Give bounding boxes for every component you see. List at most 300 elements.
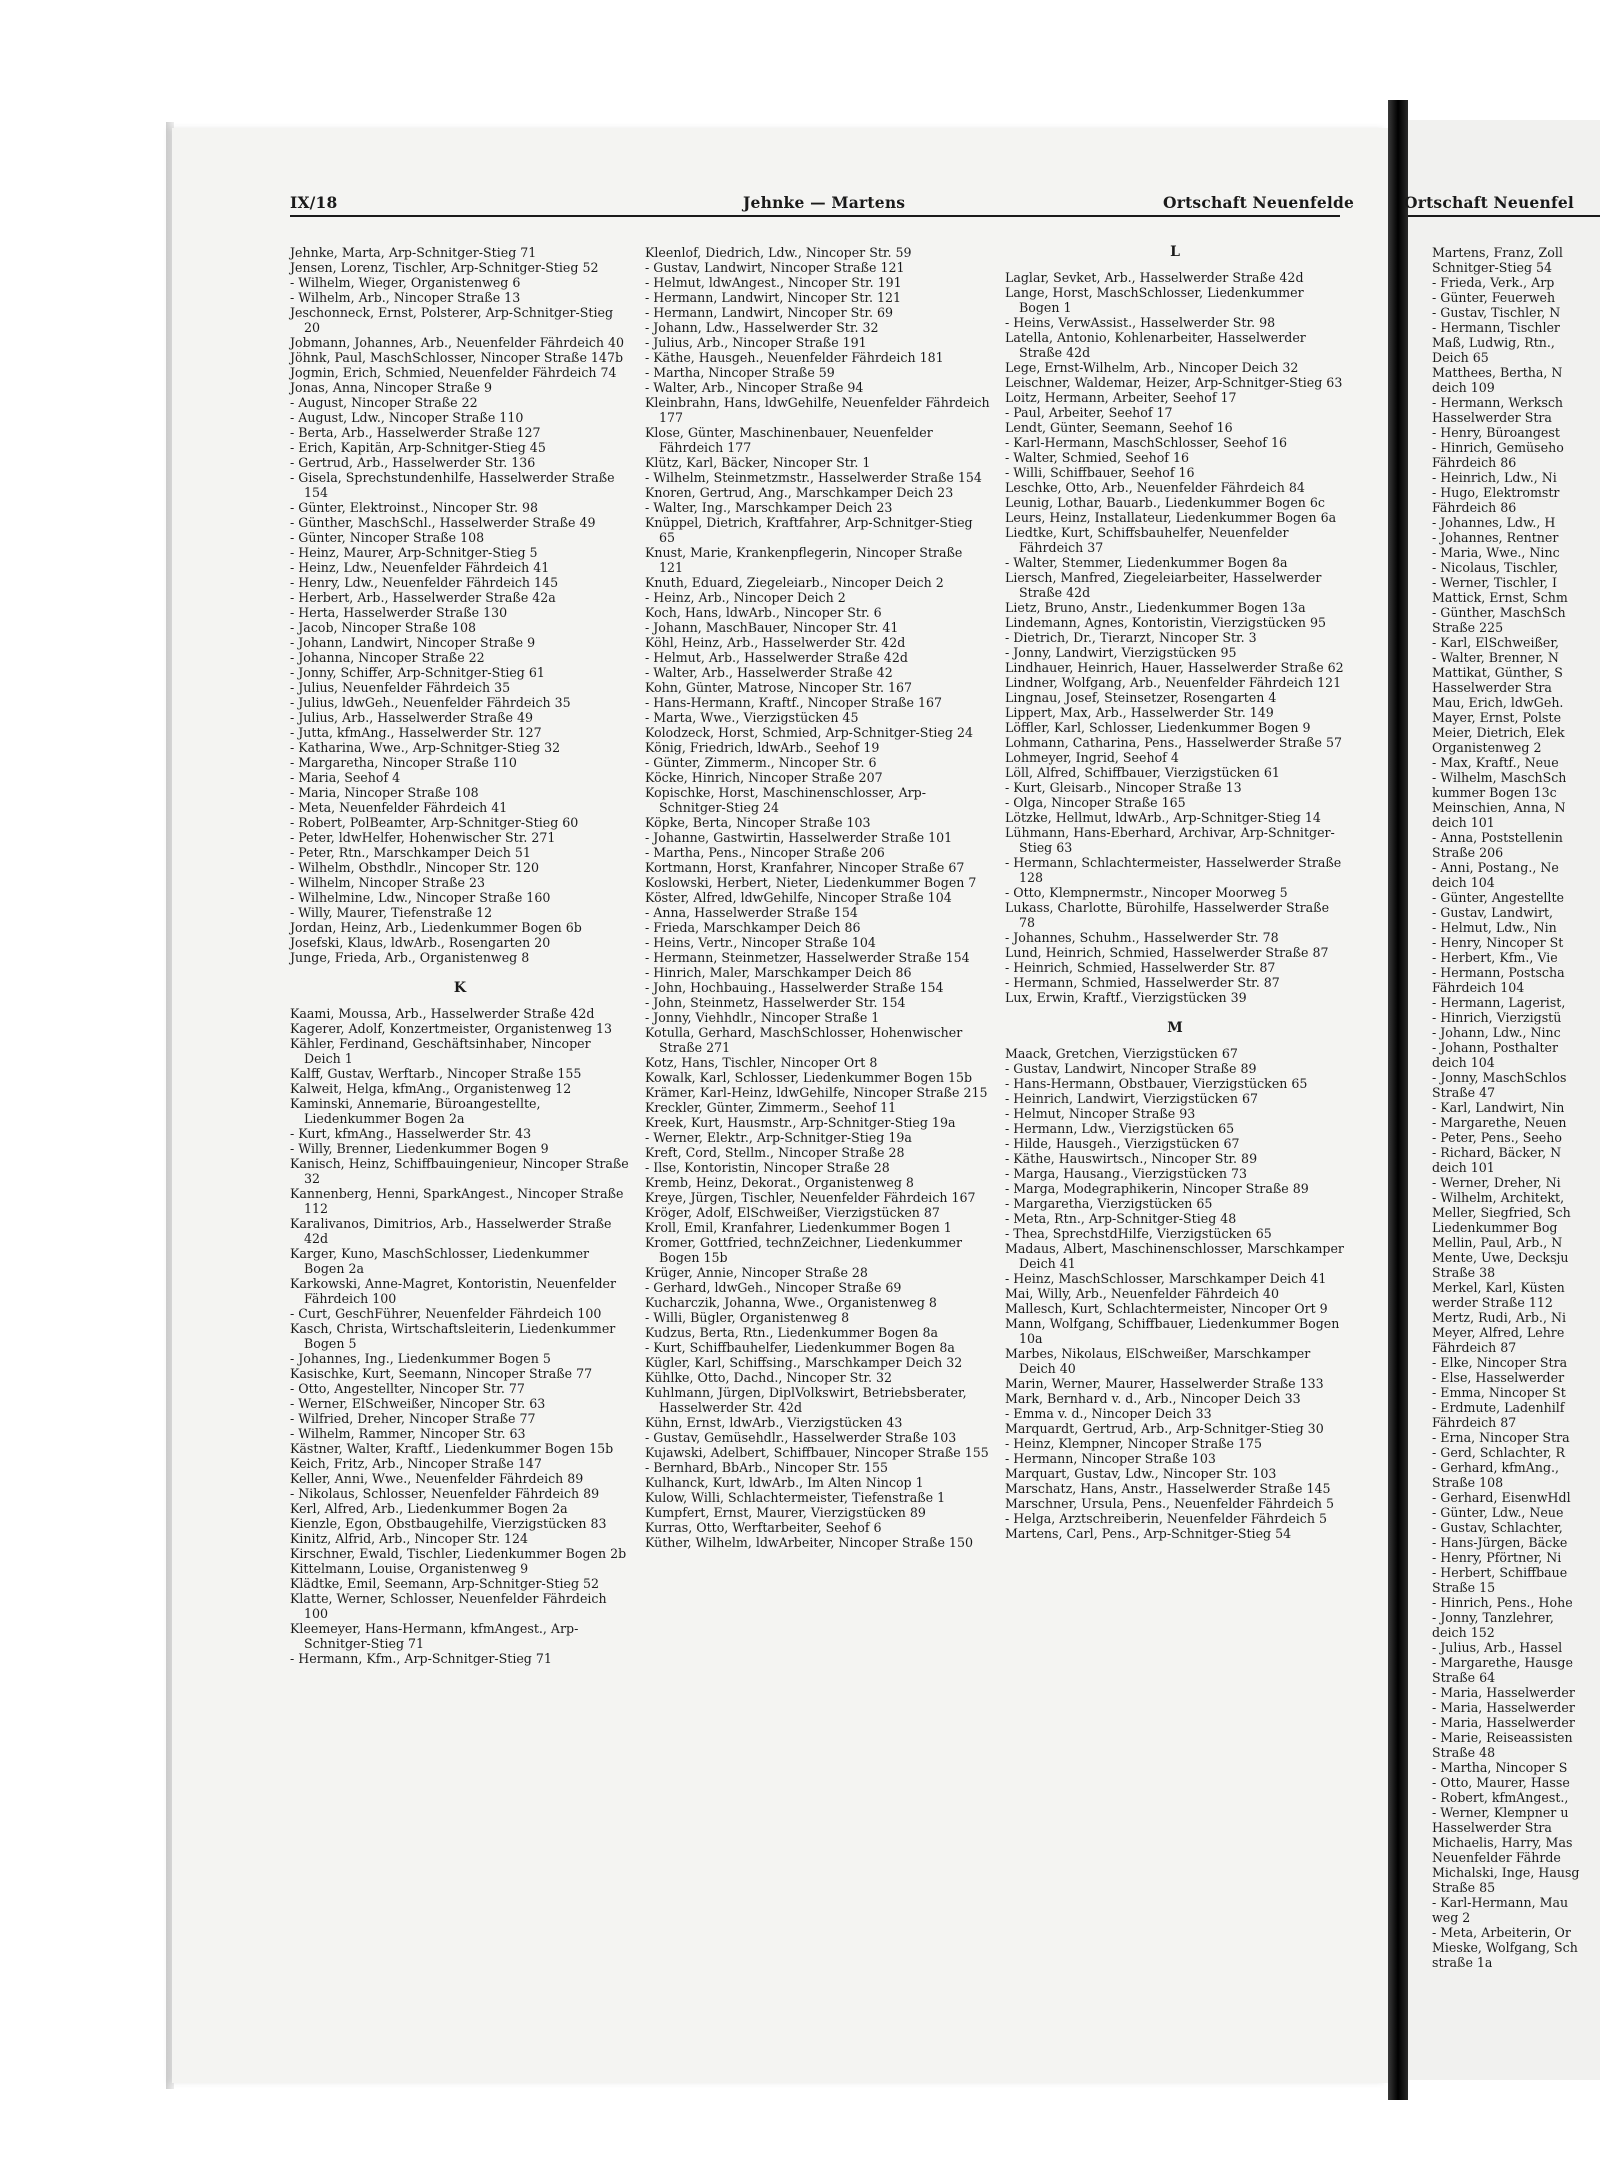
directory-entry: Marschner, Ursula, Pens., Neuenfelder Fährdeich 5 <box>1005 1496 1335 1511</box>
directory-entry: - Johann, Ldw., Ninc <box>1432 1025 1561 1040</box>
directory-entry: - Walter, Arb., Nincoper Straße 94 <box>645 380 864 395</box>
directory-entry: Kreye, Jürgen, Tischler, Neuenfelder Fährdeich 167 <box>645 1190 976 1205</box>
directory-entry: Lingnau, Josef, Steinsetzer, Rosengarten 4 <box>1005 690 1277 705</box>
directory-entry: - Wilhelm, Steinmetzmstr., Hasselwerder Straße 154 <box>645 470 982 485</box>
directory-entry: Laglar, Sevket, Arb., Hasselwerder Straße 42d <box>1005 270 1304 285</box>
directory-entry: - Peter, Rtn., Marschkamper Deich 51 <box>290 845 531 860</box>
directory-entry: - Herbert, Schiffbaue <box>1432 1565 1568 1580</box>
directory-entry: Lange, Horst, MaschSchlosser, Liedenkummer Bogen 1 <box>1005 285 1304 315</box>
directory-entry: Kagerer, Adolf, Konzertmeister, Organistenweg 13 <box>290 1021 612 1036</box>
directory-entry: Kortmann, Horst, Kranfahrer, Nincoper Straße 67 <box>645 860 965 875</box>
directory-entry: - Heinrich, Landwirt, Vierzigstücken 67 <box>1005 1091 1259 1106</box>
directory-entry: Kirschner, Ewald, Tischler, Liedenkummer Bogen 2b <box>290 1546 627 1561</box>
directory-entry: Straße 15 <box>1432 1580 1496 1595</box>
directory-entry: - Bernhard, BbArb., Nincoper Str. 155 <box>645 1460 889 1475</box>
directory-entry: Lietz, Bruno, Anstr., Liedenkummer Bogen 13a <box>1005 600 1306 615</box>
directory-entry: - Margaretha, Vierzigstücken 65 <box>1005 1196 1213 1211</box>
directory-entry: - Anna, Poststellenin <box>1432 830 1563 845</box>
directory-entry: Straße 225 <box>1432 620 1504 635</box>
directory-entry: - Nicolaus, Tischler, <box>1432 560 1559 575</box>
directory-entry: Kästner, Walter, Kraftf., Liedenkummer Bogen 15b <box>290 1441 614 1456</box>
directory-entry: - Hans-Hermann, Obstbauer, Vierzigstücken 65 <box>1005 1076 1308 1091</box>
directory-entry: - Gustav, Landwirt, Nincoper Straße 89 <box>1005 1061 1257 1076</box>
directory-entry: - Helga, Arztschreiberin, Neuenfelder Fährdeich 5 <box>1005 1511 1327 1526</box>
directory-entry: - Thea, SprechstdHilfe, Vierzigstücken 65 <box>1005 1226 1272 1241</box>
directory-entry: - Martha, Nincoper S <box>1432 1760 1568 1775</box>
directory-entry: - Johann, Landwirt, Nincoper Straße 9 <box>290 635 536 650</box>
directory-entry: - Günter, Nincoper Straße 108 <box>290 530 485 545</box>
directory-entry: - Meta, Arbeiterin, Or <box>1432 1925 1571 1940</box>
book-gutter <box>1388 100 1408 2100</box>
directory-entry: - Wilhelm, Obsthdlr., Nincoper Str. 120 <box>290 860 540 875</box>
directory-entry: Kühn, Ernst, ldwArb., Vierzigstücken 43 <box>645 1415 903 1430</box>
directory-entry: Keller, Anni, Wwe., Neuenfelder Fährdeich 89 <box>290 1471 584 1486</box>
directory-entry: Kinitz, Alfrid, Arb., Nincoper Str. 124 <box>290 1531 529 1546</box>
directory-entry: - Erna, Nincoper Stra <box>1432 1430 1570 1445</box>
directory-entry: Marbes, Nikolaus, ElSchweißer, Marschkamper Deich 40 <box>1005 1346 1311 1376</box>
directory-entry: - Julius, Arb., Nincoper Straße 191 <box>645 335 867 350</box>
directory-entry: straße 1a <box>1432 1955 1493 1970</box>
directory-entry: - Heinrich, Ldw., Ni <box>1432 470 1557 485</box>
directory-entry: - Jacob, Nincoper Straße 108 <box>290 620 476 635</box>
directory-entry: - Otto, Angestellter, Nincoper Str. 77 <box>290 1381 525 1396</box>
directory-entry: Loitz, Hermann, Arbeiter, Seehof 17 <box>1005 390 1237 405</box>
directory-entry: Jordan, Heinz, Arb., Liedenkummer Bogen 6b <box>290 920 582 935</box>
directory-entry: - Günter, Elektroinst., Nincoper Str. 98 <box>290 500 539 515</box>
directory-entry: - Heinrich, Schmied, Hasselwerder Str. 87 <box>1005 960 1276 975</box>
directory-entry: - Johannes, Ldw., H <box>1432 515 1556 530</box>
directory-entry: - Paul, Arbeiter, Seehof 17 <box>1005 405 1173 420</box>
directory-entry: - Wilfried, Dreher, Nincoper Straße 77 <box>290 1411 536 1426</box>
column-4 <box>1432 245 1600 1970</box>
directory-entry: - Johannes, Ing., Liedenkummer Bogen 5 <box>290 1351 551 1366</box>
directory-entry: Kasch, Christa, Wirtschaftsleiterin, Liedenkummer Bogen 5 <box>290 1321 616 1351</box>
directory-entry: Lund, Heinrich, Schmied, Hasselwerder Straße 87 <box>1005 945 1329 960</box>
directory-entry: - Meta, Neuenfelder Fährdeich 41 <box>290 800 508 815</box>
directory-entry: - Heinz, MaschSchlosser, Marschkamper Deich 41 <box>1005 1271 1327 1286</box>
directory-entry: - Maria, Hasselwerder <box>1432 1700 1575 1715</box>
directory-entry: Mattick, Ernst, Schm <box>1432 590 1568 605</box>
directory-entry: Kroll, Emil, Kranfahrer, Liedenkummer Bogen 1 <box>645 1220 952 1235</box>
directory-entry: Mallesch, Kurt, Schlachtermeister, Nincoper Ort 9 <box>1005 1301 1328 1316</box>
directory-entry: Fährdeich 87 <box>1432 1415 1517 1430</box>
directory-entry: Kotulla, Gerhard, MaschSchlosser, Hohenwischer Straße 271 <box>645 1025 963 1055</box>
directory-entry: werder Straße 112 <box>1432 1295 1553 1310</box>
directory-entry: - Jonny, Tanzlehrer, <box>1432 1610 1554 1625</box>
directory-entry: - Hugo, Elektromstr <box>1432 485 1560 500</box>
directory-entry: - John, Hochbauing., Hasselwerder Straße 154 <box>645 980 944 995</box>
directory-entry: Kucharczik, Johanna, Wwe., Organistenweg 8 <box>645 1295 937 1310</box>
directory-entry: - Gisela, Sprechstundenhilfe, Hasselwerder Straße 154 <box>290 470 615 500</box>
directory-entry: Lindhauer, Heinrich, Hauer, Hasselwerder Straße 62 <box>1005 660 1344 675</box>
directory-entry: Mau, Erich, ldwGeh. <box>1432 695 1564 710</box>
directory-entry: Jehnke, Marta, Arp-Schnitger-Stieg 71 <box>290 245 537 260</box>
directory-entry: Maack, Gretchen, Vierzigstücken 67 <box>1005 1046 1238 1061</box>
directory-entry: Köpke, Berta, Nincoper Straße 103 <box>645 815 871 830</box>
directory-entry: - Hinrich, Vierzigstü <box>1432 1010 1562 1025</box>
directory-entry: - Richard, Bäcker, N <box>1432 1145 1562 1160</box>
directory-entry: - Günter, Angestellte <box>1432 890 1564 905</box>
directory-entry: Knuth, Eduard, Ziegeleiarb., Nincoper Deich 2 <box>645 575 944 590</box>
directory-entry: - Maria, Wwe., Ninc <box>1432 545 1560 560</box>
directory-entry: - Nikolaus, Schlosser, Neuenfelder Fährdeich 89 <box>290 1486 600 1501</box>
directory-entry: Leurs, Heinz, Installateur, Liedenkummer Bogen 6a <box>1005 510 1337 525</box>
directory-entry: Jensen, Lorenz, Tischler, Arp-Schnitger-Stieg 52 <box>290 260 599 275</box>
directory-entry: - Henry, Ldw., Neuenfelder Fährdeich 145 <box>290 575 559 590</box>
directory-entry: Matthees, Bertha, N <box>1432 365 1563 380</box>
directory-entry: Lindner, Wolfgang, Arb., Neuenfelder Fährdeich 121 <box>1005 675 1342 690</box>
directory-entry: Marquardt, Gertrud, Arb., Arp-Schnitger-Stieg 30 <box>1005 1421 1324 1436</box>
directory-entry: - Henry, Pförtner, Ni <box>1432 1550 1562 1565</box>
directory-entry: Kerl, Alfred, Arb., Liedenkummer Bogen 2a <box>290 1501 568 1516</box>
directory-entry: Kremb, Heinz, Dekorat., Organistenweg 8 <box>645 1175 914 1190</box>
directory-entry: Madaus, Albert, Maschinenschlosser, Marschkamper Deich 41 <box>1005 1241 1344 1271</box>
column-3 <box>1005 245 1345 1541</box>
directory-entry: Lukass, Charlotte, Bürohilfe, Hasselwerder Straße 78 <box>1005 900 1330 930</box>
directory-entry: - August, Nincoper Straße 22 <box>290 395 478 410</box>
directory-entry: Fährdeich 87 <box>1432 1340 1517 1355</box>
directory-entry: - Anna, Hasselwerder Straße 154 <box>645 905 858 920</box>
directory-entry: - Herbert, Arb., Hasselwerder Straße 42a <box>290 590 556 605</box>
directory-entry: - Wilhelm, Rammer, Nincoper Str. 63 <box>290 1426 526 1441</box>
directory-entry: Kreft, Cord, Stellm., Nincoper Straße 28 <box>645 1145 905 1160</box>
directory-entry: - Kurt, Schiffbauhelfer, Liedenkummer Bogen 8a <box>645 1340 955 1355</box>
directory-entry: - Else, Hasselwerder <box>1432 1370 1565 1385</box>
directory-entry: - Gerhard, EisenwHdl <box>1432 1490 1571 1505</box>
directory-entry: Karkowski, Anne-Magret, Kontoristin, Neuenfelder Fährdeich 100 <box>290 1276 617 1306</box>
directory-entry: - Heins, Vertr., Nincoper Straße 104 <box>645 935 876 950</box>
directory-entry: Lege, Ernst-Wilhelm, Arb., Nincoper Deich 32 <box>1005 360 1299 375</box>
directory-entry: - Hilde, Hausgeh., Vierzigstücken 67 <box>1005 1136 1240 1151</box>
directory-entry: - Wilhelm, Architekt, <box>1432 1190 1565 1205</box>
directory-entry: Liersch, Manfred, Ziegeleiarbeiter, Hasselwerder Straße 42d <box>1005 570 1322 600</box>
directory-entry: Liedtke, Kurt, Schiffsbauhelfer, Neuenfelder Fährdeich 37 <box>1005 525 1289 555</box>
directory-entry: Klose, Günter, Maschinenbauer, Neuenfelder Fährdeich 177 <box>645 425 933 455</box>
directory-entry: - Hinrich, Gemüseho <box>1432 440 1564 455</box>
directory-entry: Kreek, Kurt, Hausmstr., Arp-Schnitger-Stieg 19a <box>645 1115 956 1130</box>
directory-entry: - Johann, Ldw., Hasselwerder Str. 32 <box>645 320 879 335</box>
directory-entry: - Robert, PolBeamter, Arp-Schnitger-Stieg 60 <box>290 815 579 830</box>
directory-entry: Kröger, Adolf, ElSchweißer, Vierzigstücken 87 <box>645 1205 940 1220</box>
directory-entry: deich 101 <box>1432 815 1495 830</box>
directory-entry: Hasselwerder Stra <box>1432 680 1552 695</box>
directory-entry: Lendt, Günter, Seemann, Seehof 16 <box>1005 420 1233 435</box>
directory-entry: deich 152 <box>1432 1625 1495 1640</box>
directory-entry: Koch, Hans, ldwArb., Nincoper Str. 6 <box>645 605 882 620</box>
directory-entry: Organistenweg 2 <box>1432 740 1542 755</box>
directory-entry: Fährdeich 86 <box>1432 500 1517 515</box>
directory-entry: Kienzle, Egon, Obstbaugehilfe, Vierzigstücken 83 <box>290 1516 607 1531</box>
directory-entry: Knoren, Gertrud, Ang., Marschkamper Deich 23 <box>645 485 954 500</box>
directory-entry: - Johanna, Nincoper Straße 22 <box>290 650 485 665</box>
directory-entry: Kumpfert, Ernst, Maurer, Vierzigstücken 89 <box>645 1505 926 1520</box>
directory-entry: Keich, Fritz, Arb., Nincoper Straße 147 <box>290 1456 542 1471</box>
directory-entry: - Wilhelmine, Ldw., Nincoper Straße 160 <box>290 890 551 905</box>
directory-entry: - Hermann, Postscha <box>1432 965 1565 980</box>
section-letter: M <box>1167 1020 1183 1036</box>
directory-entry: Merkel, Karl, Küsten <box>1432 1280 1565 1295</box>
directory-entry: Klütz, Karl, Bäcker, Nincoper Str. 1 <box>645 455 871 470</box>
directory-entry: - Maria, Hasselwerder <box>1432 1685 1575 1700</box>
directory-entry: - Hermann, Ldw., Vierzigstücken 65 <box>1005 1121 1235 1136</box>
directory-entry: - Wilhelm, Wieger, Organistenweg 6 <box>290 275 521 290</box>
directory-entry: Knüppel, Dietrich, Kraftfahrer, Arp-Schnitger-Stieg 65 <box>645 515 973 545</box>
directory-entry: Jöhnk, Paul, MaschSchlosser, Nincoper Straße 147b <box>290 350 624 365</box>
directory-entry: Kühlke, Otto, Dachd., Nincoper Str. 32 <box>645 1370 893 1385</box>
directory-entry: - Gerd, Schlachter, R <box>1432 1445 1565 1460</box>
directory-entry: - Kurt, Gleisarb., Nincoper Straße 13 <box>1005 780 1242 795</box>
directory-entry: Karger, Kuno, MaschSchlosser, Liedenkummer Bogen 2a <box>290 1246 590 1276</box>
directory-entry: - Maria, Seehof 4 <box>290 770 401 785</box>
directory-entry: - Emma v. d., Nincoper Deich 33 <box>1005 1406 1212 1421</box>
directory-entry: - Julius, ldwGeh., Neuenfelder Fährdeich 35 <box>290 695 571 710</box>
directory-entry: Mertz, Rudi, Arb., Ni <box>1432 1310 1566 1325</box>
directory-entry: - Hermann, Schmied, Hasselwerder Str. 87 <box>1005 975 1280 990</box>
directory-entry: - Hans-Hermann, Kraftf., Nincoper Straße 167 <box>645 695 943 710</box>
directory-entry: Straße 206 <box>1432 845 1504 860</box>
directory-entry: Schnitger-Stieg 54 <box>1432 260 1553 275</box>
directory-entry: Latella, Antonio, Kohlenarbeiter, Hasselwerder Straße 42d <box>1005 330 1306 360</box>
directory-entry: - Gustav, Tischler, N <box>1432 305 1561 320</box>
directory-entry: Jonas, Anna, Nincoper Straße 9 <box>290 380 492 395</box>
directory-entry: - Curt, GeschFührer, Neuenfelder Fährdeich 100 <box>290 1306 602 1321</box>
directory-entry: deich 109 <box>1432 380 1495 395</box>
directory-entry: - Julius, Neuenfelder Fährdeich 35 <box>290 680 511 695</box>
directory-entry: Hasselwerder Stra <box>1432 410 1552 425</box>
directory-entry: Maß, Ludwig, Rtn., <box>1432 335 1555 350</box>
directory-entry: Leischner, Waldemar, Heizer, Arp-Schnitger-Stieg 63 <box>1005 375 1343 390</box>
next-page-locality: Ortschaft Neuenfel <box>1404 193 1574 212</box>
directory-entry: - Anni, Postang., Ne <box>1432 860 1559 875</box>
directory-entry: Karalivanos, Dimitrios, Arb., Hasselwerder Straße 42d <box>290 1216 612 1246</box>
directory-entry: - Henry, Büroangest <box>1432 425 1560 440</box>
directory-entry: - Gerhard, kfmAng., <box>1432 1460 1560 1475</box>
directory-entry: Straße 47 <box>1432 1085 1496 1100</box>
directory-entry: - Margaretha, Nincoper Straße 110 <box>290 755 517 770</box>
directory-entry: - Marga, Hausang., Vierzigstücken 73 <box>1005 1166 1248 1181</box>
directory-entry: Kolodzeck, Horst, Schmied, Arp-Schnitger-Stieg 24 <box>645 725 973 740</box>
directory-entry: Kromer, Gottfried, technZeichner, Liedenkummer Bogen 15b <box>645 1235 963 1265</box>
directory-entry: - Herbert, Kfm., Vie <box>1432 950 1558 965</box>
directory-entry: Straße 38 <box>1432 1265 1496 1280</box>
directory-entry: Kannenberg, Henni, SparkAngest., Nincoper Straße 112 <box>290 1186 624 1216</box>
directory-entry: - Karl, Landwirt, Nin <box>1432 1100 1565 1115</box>
directory-entry: Kleinbrahn, Hans, ldwGehilfe, Neuenfelder Fährdeich 177 <box>645 395 990 425</box>
directory-entry: Leunig, Lothar, Bauarb., Liedenkummer Bogen 6c <box>1005 495 1325 510</box>
directory-entry: Löll, Alfred, Schiffbauer, Vierzigstücken 61 <box>1005 765 1280 780</box>
directory-entry: - Werner, Tischler, I <box>1432 575 1558 590</box>
directory-entry: Straße 48 <box>1432 1745 1496 1760</box>
directory-entry: Kurras, Otto, Werftarbeiter, Seehof 6 <box>645 1520 882 1535</box>
directory-entry: - Jonny, Viehhdlr., Nincoper Straße 1 <box>645 1010 880 1025</box>
directory-entry: - Gerhard, ldwGeh., Nincoper Straße 69 <box>645 1280 902 1295</box>
directory-entry: - Erich, Kapitän, Arp-Schnitger-Stieg 45 <box>290 440 546 455</box>
directory-entry: Kalff, Gustav, Werftarb., Nincoper Straße 155 <box>290 1066 582 1081</box>
directory-entry: - Jutta, kfmAng., Hasselwerder Str. 127 <box>290 725 542 740</box>
directory-entry: - Walter, Stemmer, Liedenkummer Bogen 8a <box>1005 555 1288 570</box>
next-page-header-rule <box>1408 215 1600 217</box>
directory-entry: - Frieda, Marschkamper Deich 86 <box>645 920 861 935</box>
directory-entry: - Robert, kfmAngest., <box>1432 1790 1569 1805</box>
directory-entry: Kaami, Moussa, Arb., Hasselwerder Straße 42d <box>290 1006 595 1021</box>
directory-entry: Kohn, Günter, Matrose, Nincoper Str. 167 <box>645 680 913 695</box>
directory-entry: Fährdeich 104 <box>1432 980 1525 995</box>
directory-entry: Kulhanck, Kurt, ldwArb., Im Alten Nincop 1 <box>645 1475 924 1490</box>
directory-entry: kummer Bogen 13c <box>1432 785 1557 800</box>
directory-entry: - Margarethe, Neuen <box>1432 1115 1567 1130</box>
directory-entry: - Gustav, Landwirt, <box>1432 905 1554 920</box>
directory-entry: Lindemann, Agnes, Kontoristin, Vierzigstücken 95 <box>1005 615 1327 630</box>
directory-entry: - Hermann, Nincoper Straße 103 <box>1005 1451 1216 1466</box>
directory-entry: Neuenfelder Fährde <box>1432 1850 1561 1865</box>
directory-entry: Kähler, Ferdinand, Geschäftsinhaber, Nincoper Deich 1 <box>290 1036 591 1066</box>
directory-entry: Kulow, Willi, Schlachtermeister, Tiefenstraße 1 <box>645 1490 946 1505</box>
directory-entry: - Martha, Pens., Nincoper Straße 206 <box>645 845 885 860</box>
directory-entry: - Henry, Nincoper St <box>1432 935 1564 950</box>
directory-entry: - Karl, ElSchweißer, <box>1432 635 1560 650</box>
directory-entry: - Maria, Hasselwerder <box>1432 1715 1575 1730</box>
directory-entry: Küther, Wilhelm, ldwArbeiter, Nincoper Straße 150 <box>645 1535 973 1550</box>
directory-entry: - Hermann, Landwirt, Nincoper Str. 121 <box>645 290 902 305</box>
directory-entry: - Heinz, Arb., Nincoper Deich 2 <box>645 590 846 605</box>
directory-entry: - Helmut, Ldw., Nin <box>1432 920 1557 935</box>
directory-entry: - Willy, Maurer, Tiefenstraße 12 <box>290 905 493 920</box>
directory-entry: Mellin, Paul, Arb., N <box>1432 1235 1563 1250</box>
column-1 <box>290 245 630 1666</box>
directory-entry: - Walter, Arb., Hasselwerder Straße 42 <box>645 665 893 680</box>
directory-entry: - Walter, Schmied, Seehof 16 <box>1005 450 1189 465</box>
directory-entry: Leschke, Otto, Arb., Neuenfelder Fährdeich 84 <box>1005 480 1305 495</box>
directory-entry: Kittelmann, Louise, Organistenweg 9 <box>290 1561 529 1576</box>
directory-entry: Meller, Siegfried, Sch <box>1432 1205 1571 1220</box>
directory-entry: - Werner, ElSchweißer, Nincoper Str. 63 <box>290 1396 546 1411</box>
directory-entry: Mattikat, Günther, S <box>1432 665 1563 680</box>
directory-entry: Kalweit, Helga, kfmAng., Organistenweg 12 <box>290 1081 572 1096</box>
directory-entry: Köster, Alfred, ldwGehilfe, Nincoper Straße 104 <box>645 890 952 905</box>
directory-entry: - Günter, Ldw., Neue <box>1432 1505 1564 1520</box>
directory-entry: - Günter, Feuerweh <box>1432 290 1556 305</box>
directory-entry: - Max, Kraftf., Neue <box>1432 755 1559 770</box>
directory-entry: - Willi, Schiffbauer, Seehof 16 <box>1005 465 1195 480</box>
directory-entry: Michaelis, Harry, Mas <box>1432 1835 1573 1850</box>
directory-entry: Hasselwerder Stra <box>1432 1820 1552 1835</box>
directory-entry: Knust, Marie, Krankenpflegerin, Nincoper Straße 121 <box>645 545 963 575</box>
directory-entry: - Johann, MaschBauer, Nincoper Str. 41 <box>645 620 899 635</box>
directory-entry: - Marie, Reiseassisten <box>1432 1730 1573 1745</box>
section-letter: L <box>1170 244 1180 260</box>
directory-entry: - Johannes, Rentner <box>1432 530 1559 545</box>
directory-entry: - Käthe, Hauswirtsch., Nincoper Str. 89 <box>1005 1151 1258 1166</box>
directory-entry: - Jonny, Landwirt, Vierzigstücken 95 <box>1005 645 1237 660</box>
directory-entry: Kowalk, Karl, Schlosser, Liedenkummer Bogen 15b <box>645 1070 973 1085</box>
directory-entry: Kotz, Hans, Tischler, Nincoper Ort 8 <box>645 1055 878 1070</box>
directory-entry: Mark, Bernhard v. d., Arb., Nincoper Deich 33 <box>1005 1391 1301 1406</box>
directory-entry: - Hermann, Landwirt, Nincoper Str. 69 <box>645 305 894 320</box>
directory-entry: - Marta, Wwe., Vierzigstücken 45 <box>645 710 859 725</box>
directory-entry: - Olga, Nincoper Straße 165 <box>1005 795 1186 810</box>
directory-entry: - Hermann, Tischler <box>1432 320 1560 335</box>
directory-entry: Köcke, Hinrich, Nincoper Straße 207 <box>645 770 883 785</box>
directory-entry: - Dietrich, Dr., Tierarzt, Nincoper Str. 3 <box>1005 630 1257 645</box>
directory-entry: - Katharina, Wwe., Arp-Schnitger-Stieg 32 <box>290 740 561 755</box>
directory-entry: Meier, Dietrich, Elek <box>1432 725 1565 740</box>
directory-entry: - Otto, Maurer, Hasse <box>1432 1775 1570 1790</box>
directory-entry: Lohmann, Catharina, Pens., Hasselwerder Straße 57 <box>1005 735 1342 750</box>
directory-entry: - Heins, VerwAssist., Hasselwerder Str. 98 <box>1005 315 1276 330</box>
directory-entry: - Hans-Jürgen, Bäcke <box>1432 1535 1568 1550</box>
directory-entry: - Werner, Klempner u <box>1432 1805 1569 1820</box>
directory-entry: Löffler, Karl, Schlosser, Liedenkummer Bogen 9 <box>1005 720 1311 735</box>
directory-entry: Kanisch, Heinz, Schiffbauingenieur, Nincoper Straße 32 <box>290 1156 629 1186</box>
directory-entry: - Käthe, Hausgeh., Neuenfelder Fährdeich 181 <box>645 350 944 365</box>
directory-entry: Josefski, Klaus, ldwArb., Rosengarten 20 <box>290 935 551 950</box>
directory-entry: Marin, Werner, Maurer, Hasselwerder Straße 133 <box>1005 1376 1324 1391</box>
directory-entry: - Margarethe, Hausge <box>1432 1655 1573 1670</box>
directory-entry: Mayer, Ernst, Polste <box>1432 710 1562 725</box>
directory-entry: Kopischke, Horst, Maschinenschlosser, Arp-Schnitger-Stieg 24 <box>645 785 926 815</box>
directory-entry: Lippert, Max, Arb., Hasselwerder Str. 149 <box>1005 705 1274 720</box>
directory-entry: - Julius, Arb., Hassel <box>1432 1640 1563 1655</box>
directory-entry: Straße 108 <box>1432 1475 1504 1490</box>
name-range: Jehnke — Martens <box>743 193 906 212</box>
directory-entry: - Hinrich, Maler, Marschkamper Deich 86 <box>645 965 912 980</box>
directory-entry: Kleenlof, Diedrich, Ldw., Nincoper Str. 59 <box>645 245 912 260</box>
directory-entry: - Heinz, Ldw., Neuenfelder Fährdeich 41 <box>290 560 550 575</box>
directory-entry: - Hermann, Werksch <box>1432 395 1564 410</box>
directory-entry: - Helmut, Nincoper Straße 93 <box>1005 1106 1196 1121</box>
directory-entry: Mann, Wolfgang, Schiffbauer, Liedenkummer Bogen 10a <box>1005 1316 1340 1346</box>
directory-entry: - Hinrich, Pens., Hohe <box>1432 1595 1573 1610</box>
directory-entry: - Erdmute, Ladenhilf <box>1432 1400 1565 1415</box>
directory-entry: - Johannes, Schuhm., Hasselwerder Str. 78 <box>1005 930 1279 945</box>
directory-entry: - Willy, Brenner, Liedenkummer Bogen 9 <box>290 1141 549 1156</box>
directory-entry: Marquart, Gustav, Ldw., Nincoper Str. 103 <box>1005 1466 1277 1481</box>
directory-entry: - Julius, Arb., Hasselwerder Straße 49 <box>290 710 534 725</box>
directory-entry: Kasischke, Kurt, Seemann, Nincoper Straße 77 <box>290 1366 593 1381</box>
directory-entry: Meyer, Alfred, Lehre <box>1432 1325 1565 1340</box>
directory-entry: - Karl-Hermann, MaschSchlosser, Seehof 16 <box>1005 435 1287 450</box>
directory-entry: Martens, Franz, Zoll <box>1432 245 1563 260</box>
directory-entry: - Hermann, Schlachtermeister, Hasselwerder Straße 128 <box>1005 855 1342 885</box>
directory-entry: Liedenkummer Bog <box>1432 1220 1558 1235</box>
header-rule <box>290 215 1340 217</box>
directory-entry: - Emma, Nincoper St <box>1432 1385 1566 1400</box>
directory-entry: - Meta, Rtn., Arp-Schnitger-Stieg 48 <box>1005 1211 1237 1226</box>
directory-entry: Krämer, Karl-Heinz, ldwGehilfe, Nincoper Straße 215 <box>645 1085 988 1100</box>
directory-entry: - Maria, Nincoper Straße 108 <box>290 785 479 800</box>
directory-entry: - Werner, Dreher, Ni <box>1432 1175 1561 1190</box>
directory-entry: Junge, Frieda, Arb., Organistenweg 8 <box>290 950 530 965</box>
directory-entry: - Günther, MaschSch <box>1432 605 1566 620</box>
directory-entry: weg 2 <box>1432 1910 1471 1925</box>
directory-entry: - Helmut, ldwAngest., Nincoper Str. 191 <box>645 275 902 290</box>
directory-entry: - Wilhelm, Nincoper Straße 23 <box>290 875 486 890</box>
directory-entry: - Hermann, Kfm., Arp-Schnitger-Stieg 71 <box>290 1651 552 1666</box>
directory-entry: Lux, Erwin, Kraftf., Vierzigstücken 39 <box>1005 990 1247 1005</box>
directory-entry: - Günter, Zimmerm., Nincoper Str. 6 <box>645 755 877 770</box>
directory-entry: Koslowski, Herbert, Nieter, Liedenkummer Bogen 7 <box>645 875 977 890</box>
directory-entry: - Martha, Nincoper Straße 59 <box>645 365 835 380</box>
directory-entry: - August, Ldw., Nincoper Straße 110 <box>290 410 524 425</box>
directory-entry: Marschatz, Hans, Anstr., Hasselwerder Straße 145 <box>1005 1481 1331 1496</box>
directory-entry: Jobmann, Johannes, Arb., Neuenfelder Fährdeich 40 <box>290 335 625 350</box>
directory-entry: - John, Steinmetz, Hasselwerder Str. 154 <box>645 995 906 1010</box>
directory-entry: Krüger, Annie, Nincoper Straße 28 <box>645 1265 868 1280</box>
directory-entry: - Jonny, MaschSchlos <box>1432 1070 1567 1085</box>
directory-entry: Kreckler, Günter, Zimmerm., Seehof 11 <box>645 1100 897 1115</box>
directory-entry: - Karl-Hermann, Mau <box>1432 1895 1569 1910</box>
directory-entry: deich 104 <box>1432 875 1495 890</box>
